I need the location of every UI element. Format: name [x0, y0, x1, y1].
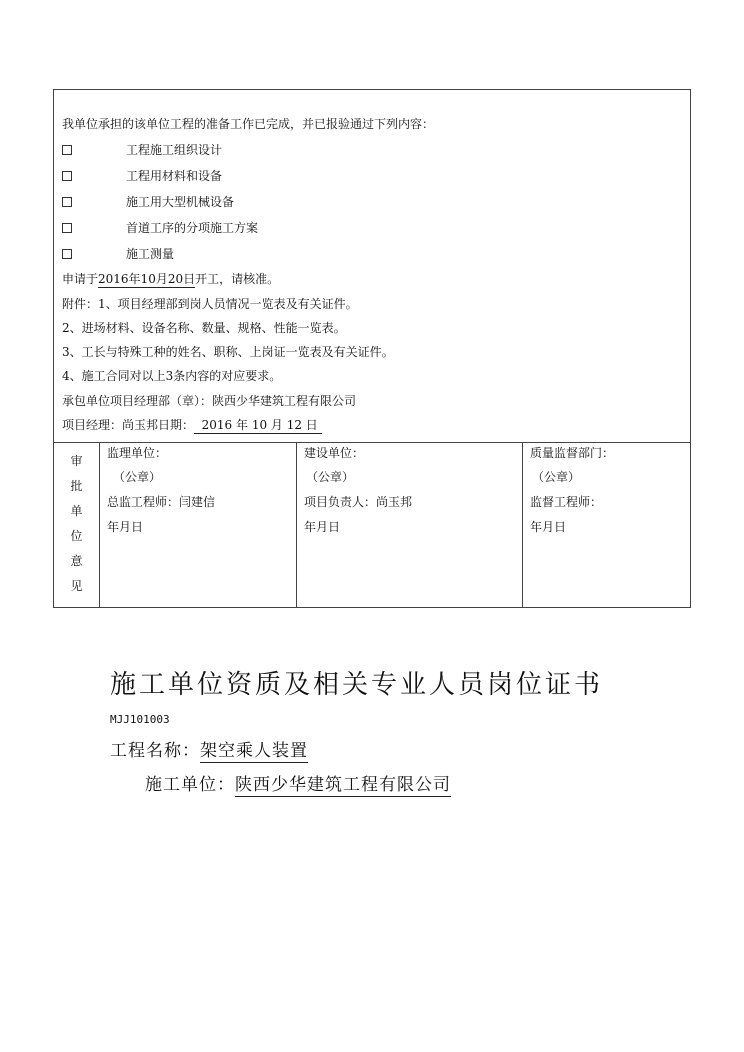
- quality-date: 年月日: [530, 520, 567, 534]
- construction-seal: （公章）: [306, 470, 355, 484]
- project-name-line: [110, 736, 308, 761]
- approval-char: 审: [70, 454, 83, 468]
- checkbox-icon[interactable]: [62, 171, 72, 181]
- attachment-2: 2、进场材料、设备名称、数量、规格、性能一览表。: [62, 321, 346, 335]
- contractor-dept: 承包单位项目经理部（章）：陕西少华建筑工程有限公司: [62, 394, 357, 408]
- checklist-item[interactable]: [62, 168, 223, 184]
- approval-char: 位: [70, 529, 83, 543]
- unit-label: 施工单位：: [145, 775, 235, 795]
- supervision-seal: （公章）: [113, 470, 162, 484]
- checkbox-icon[interactable]: [62, 197, 72, 207]
- request-prefix: 申请于: [62, 272, 99, 286]
- checklist-item[interactable]: [62, 246, 175, 262]
- approval-char: 批: [70, 479, 83, 493]
- commencement-form: [53, 89, 691, 608]
- request-line: [62, 271, 279, 288]
- column-divider: [522, 443, 523, 608]
- project-name: 架空乘人装置: [200, 741, 308, 761]
- checkbox-icon[interactable]: [62, 249, 72, 259]
- attachment-4: 4、施工合同对以上3条内容的对应要求。: [62, 369, 282, 383]
- supervision-unit: 监理单位：: [107, 446, 168, 460]
- request-suffix: 开工，请核准。: [195, 272, 280, 286]
- checklist-item[interactable]: [62, 142, 223, 158]
- construction-date: 年月日: [304, 520, 341, 534]
- unit-name: 陕西少华建筑工程有限公司: [235, 775, 451, 795]
- approval-char: 见: [70, 579, 83, 593]
- pm-line-prefix: 项目经理：尚玉邦日期：: [62, 418, 195, 432]
- checkbox-icon[interactable]: [62, 145, 72, 155]
- intro-text: 我单位承担的该单位工程的准备工作已完成，并已报验通过下列内容：: [62, 117, 435, 131]
- approval-char: 意: [70, 554, 83, 568]
- request-date: 2016年10月20日: [98, 272, 196, 286]
- attachment-3: 3、工长与特殊工种的姓名、职称、上岗证一览表及有关证件。: [62, 345, 394, 359]
- checklist-label: 工程施工组织设计: [126, 143, 223, 157]
- supervision-person: 总监工程师：闫建信: [107, 495, 216, 509]
- column-divider: [99, 443, 100, 608]
- checklist-item[interactable]: [62, 194, 235, 210]
- quality-unit: 质量监督部门：: [530, 446, 615, 460]
- checklist-label: 首道工序的分项施工方案: [126, 221, 259, 235]
- quality-person: 监督工程师：: [530, 495, 603, 509]
- approval-label: [54, 449, 99, 599]
- attachment-1: 附件：1、项目经理部到岗人员情况一览表及有关证件。: [62, 297, 358, 311]
- form-upper-section: [54, 90, 690, 442]
- checklist-label: 施工测量: [126, 247, 175, 261]
- pm-line: [62, 417, 322, 434]
- column-divider: [296, 443, 297, 608]
- pm-date: 2016 年 10 月 12 日: [194, 418, 322, 434]
- quality-seal: （公章）: [532, 470, 581, 484]
- construction-unit-line: [145, 770, 451, 795]
- certificate-code: MJJ101003: [110, 713, 170, 726]
- certificate-title: 施工单位资质及相关专业人员岗位证书: [110, 670, 604, 700]
- approval-section: [54, 442, 690, 608]
- checkbox-icon[interactable]: [62, 223, 72, 233]
- checklist-item[interactable]: [62, 220, 259, 236]
- construction-unit: 建设单位：: [304, 446, 365, 460]
- supervision-date: 年月日: [107, 520, 144, 534]
- checklist-label: 施工用大型机械设备: [126, 195, 235, 209]
- construction-person: 项目负责人：尚玉邦: [304, 495, 413, 509]
- project-label: 工程名称：: [110, 741, 200, 761]
- checklist-label: 工程用材料和设备: [126, 169, 223, 183]
- approval-char: 单: [70, 504, 83, 518]
